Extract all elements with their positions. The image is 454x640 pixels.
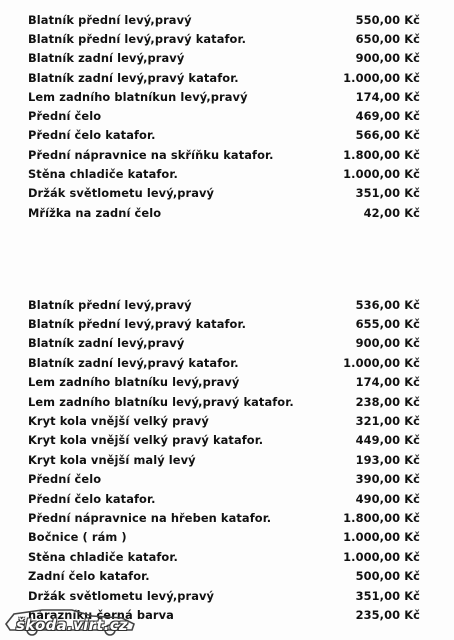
part-price: 1.000,00 Kč xyxy=(343,167,420,182)
part-name: Držák světlometu levý,pravý xyxy=(28,186,215,201)
price-row xyxy=(28,450,420,469)
part-price: 550,00 Kč xyxy=(355,12,420,27)
part-price: 351,00 Kč xyxy=(355,588,420,603)
part-name: Držák světlometu levý,pravý xyxy=(28,588,215,603)
price-row xyxy=(28,547,420,566)
price-row xyxy=(28,411,420,430)
part-name: Blatník zadní levý,pravý katafor. xyxy=(28,70,239,85)
price-row xyxy=(28,203,420,222)
part-name: nárazníku černá barva xyxy=(28,607,174,622)
part-price: 1.000,00 Kč xyxy=(343,530,420,545)
price-row xyxy=(28,489,420,508)
part-name: Blatník přední levý,pravý katafor. xyxy=(28,317,246,332)
part-name: Lem zadního blatníku levý,pravý xyxy=(28,375,240,390)
price-row xyxy=(28,29,420,48)
part-name: Blatník přední levý,pravý katafor. xyxy=(28,31,246,46)
part-price: 1.000,00 Kč xyxy=(343,70,420,85)
part-price: 42,00 Kč xyxy=(363,205,420,220)
part-name: Lem zadního blatníku levý,pravý katafor. xyxy=(28,394,294,409)
part-name: Blatník zadní levý,pravý katafor. xyxy=(28,355,239,370)
price-row xyxy=(28,314,420,333)
part-price: 900,00 Kč xyxy=(355,336,420,351)
price-row xyxy=(28,528,420,547)
part-price: 650,00 Kč xyxy=(355,31,420,46)
price-row xyxy=(28,508,420,527)
part-name: Stěna chladiče katafor. xyxy=(28,549,178,564)
price-row xyxy=(28,49,420,68)
part-name: Blatník zadní levý,pravý xyxy=(28,336,185,351)
part-price: 174,00 Kč xyxy=(355,89,420,104)
price-row xyxy=(28,431,420,450)
part-name: Přední čelo xyxy=(28,109,102,124)
price-row xyxy=(28,106,420,125)
price-row xyxy=(28,126,420,145)
part-price: 449,00 Kč xyxy=(355,433,420,448)
part-name: Stěna chladiče katafor. xyxy=(28,167,178,182)
part-price: 500,00 Kč xyxy=(355,569,420,584)
price-list-2 xyxy=(28,295,420,625)
price-row xyxy=(28,353,420,372)
part-price: 1.800,00 Kč xyxy=(343,147,420,162)
part-price: 321,00 Kč xyxy=(355,414,420,429)
part-name: Kryt kola vnější velký pravý xyxy=(28,414,209,429)
part-price: 655,00 Kč xyxy=(355,317,420,332)
part-name: Kryt kola vnější malý levý xyxy=(28,452,196,467)
part-name: Přední čelo katafor. xyxy=(28,491,156,506)
price-row xyxy=(28,566,420,585)
price-row xyxy=(28,145,420,164)
price-row xyxy=(28,87,420,106)
part-name: Blatník přední levý,pravý xyxy=(28,297,192,312)
watermark-text: škoda.virt.cz xyxy=(16,616,128,634)
part-price: 238,00 Kč xyxy=(355,394,420,409)
price-row xyxy=(28,10,420,29)
part-price: 1.000,00 Kč xyxy=(343,549,420,564)
price-row xyxy=(28,184,420,203)
part-name: Bočnice ( rám ) xyxy=(28,530,127,545)
price-row xyxy=(28,295,420,314)
part-price: 566,00 Kč xyxy=(355,128,420,143)
part-name: Zadní čelo katafor. xyxy=(28,569,150,584)
part-price: 1.800,00 Kč xyxy=(343,510,420,525)
price-row xyxy=(28,470,420,489)
part-name: Blatník přední levý,pravý xyxy=(28,12,192,27)
part-price: 174,00 Kč xyxy=(355,375,420,390)
part-name: Přední čelo xyxy=(28,472,102,487)
part-name: Přední nápravnice na skříňku katafor. xyxy=(28,147,274,162)
price-row xyxy=(28,164,420,183)
part-name: Mřížka na zadní čelo xyxy=(28,205,162,220)
price-row xyxy=(28,373,420,392)
part-name: Kryt kola vnější velký pravý katafor. xyxy=(28,433,264,448)
price-row xyxy=(28,392,420,411)
part-price: 351,00 Kč xyxy=(355,186,420,201)
part-name: Přední nápravnice na hřeben katafor. xyxy=(28,510,272,525)
watermark-logo xyxy=(2,602,152,638)
part-name: Přední čelo katafor. xyxy=(28,128,156,143)
part-price: 536,00 Kč xyxy=(355,297,420,312)
price-row xyxy=(28,334,420,353)
part-price: 900,00 Kč xyxy=(355,51,420,66)
part-price: 390,00 Kč xyxy=(355,472,420,487)
part-price: 490,00 Kč xyxy=(355,491,420,506)
part-price: 193,00 Kč xyxy=(355,452,420,467)
price-row xyxy=(28,68,420,87)
part-price: 1.000,00 Kč xyxy=(343,355,420,370)
part-name: Lem zadního blatníkun levý,pravý xyxy=(28,89,248,104)
part-price: 469,00 Kč xyxy=(355,109,420,124)
part-name: Blatník zadní levý,pravý xyxy=(28,51,185,66)
price-list-1 xyxy=(28,10,420,222)
part-price: 235,00 Kč xyxy=(355,607,420,622)
